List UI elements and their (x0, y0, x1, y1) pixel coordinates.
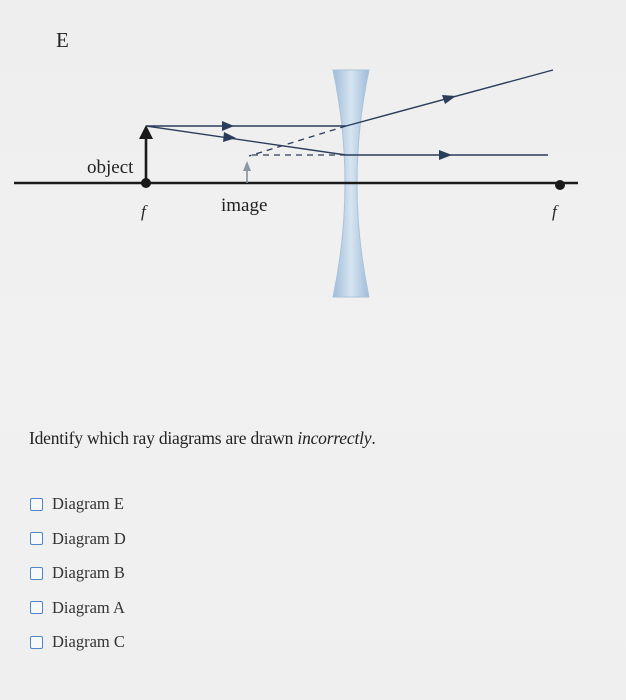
object-label: object (87, 157, 134, 178)
option-diagram-a[interactable] (30, 591, 126, 626)
question-prefix: Identify which ray diagrams are drawn (29, 428, 298, 448)
ray-arrow (442, 95, 456, 104)
checkbox[interactable] (30, 532, 43, 545)
checkbox[interactable] (30, 567, 43, 580)
ray-arrow (222, 121, 234, 131)
option-diagram-d[interactable] (30, 522, 126, 557)
option-diagram-b[interactable] (30, 556, 126, 591)
option-label: Diagram B (52, 563, 125, 583)
checkbox[interactable] (30, 636, 43, 649)
question-text (29, 428, 376, 449)
focal-label-right: f (552, 202, 557, 221)
option-label: Diagram A (52, 597, 125, 617)
focal-label-left: f (141, 202, 146, 221)
question-emphasis: incorrectly (297, 428, 372, 448)
ray-arrow (223, 132, 236, 142)
ray-central-incoming (146, 126, 346, 155)
ray-extension-dashed (249, 126, 346, 156)
image-label: image (221, 195, 268, 216)
ray-arrow (439, 150, 452, 160)
option-label: Diagram D (52, 528, 126, 548)
answer-options (30, 487, 126, 660)
question-suffix: . (371, 428, 376, 448)
image-arrow-head (243, 161, 251, 171)
option-diagram-e[interactable] (30, 487, 126, 522)
option-label: Diagram C (52, 632, 125, 652)
option-label: Diagram E (52, 494, 124, 514)
checkbox[interactable] (30, 498, 43, 511)
ray-diagram (0, 0, 626, 320)
checkbox[interactable] (30, 601, 43, 614)
diagram-title: E (56, 28, 69, 52)
focal-point-right (555, 180, 565, 190)
option-diagram-c[interactable] (30, 625, 126, 660)
